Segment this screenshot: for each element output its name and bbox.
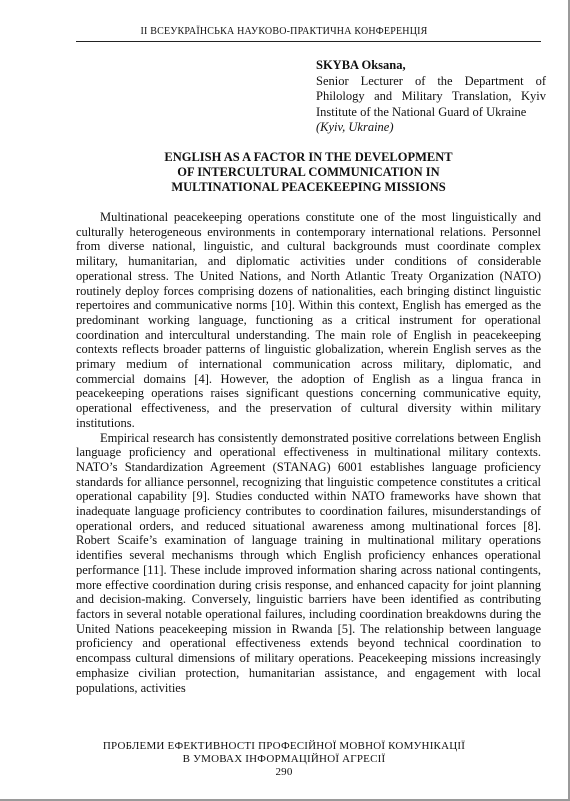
running-header: II ВСЕУКРАЇНСЬКА НАУКОВО-ПРАКТИЧНА КОНФЕРЕНЦІЯ — [140, 26, 428, 37]
header-rule — [76, 41, 541, 42]
title-line-2: OF INTERCULTURAL COMMUNICATION IN — [177, 165, 440, 179]
article-title — [76, 150, 541, 195]
footer-line-2: В УМОВАХ ІНФОРМАЦІЙНОЇ АГРЕСІЇ — [182, 753, 386, 765]
author-name: SKYBA Oksana, — [316, 58, 406, 72]
paragraph-1: Multinational peacekeeping operations constitute one of the most linguistically and culturally heterogeneous environments in contemporary international relations. Personnel from diverse national, linguistic, and cultural backgrounds must coordinate complex military, humanitarian, and diplomatic activities under conditions of considerable operational stress. The United Nations, and North Atlantic Treaty Organization (NATO) routinely deploy forces comprising dozens of nationalities, each bringing distinct linguistic repertoires and communicative norms [10]. Within this context, English has emerged as the predominant working language, functioning as a critical instrument for operational coordination and intercultural understanding. The main role of English in peacekeeping contexts reflects broader patterns of linguistic globalization, wherein English serves as the primary medium of international communication across military, diplomatic, and commercial domains [4]. However, the adoption of English as a lingua franca in peacekeeping operations raises significant questions concerning communicative equity, operational effectiveness, and the preservation of cultural diversity within military institutions. — [76, 210, 541, 430]
author-location: (Kyiv, Ukraine) — [316, 120, 394, 135]
title-line-1: ENGLISH AS A FACTOR IN THE DEVELOPMENT — [164, 150, 453, 164]
paragraph-2: Empirical research has consistently demonstrated positive correlations between English language proficiency and operational effectiveness in multinational military contexts. NATO’s Standardization Agreement (STANAG) 6001 establishes language proficiency standards for alliance personnel, recognizing that linguistic competence constitutes a critical operational capability [9]. Studies conducted within NATO frameworks have shown that inadequate language proficiency contributes to coordination failures, misunderstandings of operational orders, and reduced situational awareness among multinational forces [8]. Robert Scaife’s examination of language training in multinational military operations identifies several mechanisms through which English proficiency enhances operational performance [11]. These include improved information sharing across national contingents, more effective coordination during crisis response, and enhanced capacity for joint planning and decision-making. Conversely, linguistic barriers have been identified as contributing factors in several notable operational failures, including coordination breakdowns during the United Nations peacekeeping mission in Rwanda [5]. The relationship between language proficiency and operational effectiveness extends beyond technical coordination to encompass cultural dimensions of military operations. Peacekeeping missions increasingly emphasize civilian protection, humanitarian assistance, and engagement with local populations, activities — [76, 430, 541, 695]
author-affiliation: Senior Lecturer of the Department of Philology and Military Translation, Kyiv Institute of the National Guard of Ukraine — [316, 73, 546, 119]
page-number: 290 — [275, 766, 293, 778]
title-line-3: MULTINATIONAL PEACEKEEPING MISSIONS — [171, 180, 446, 194]
footer-line-1: ПРОБЛЕМИ ЕФЕКТИВНОСТІ ПРОФЕСІЙНОЇ МОВНОЇ КОМУНІКАЦІЇ — [102, 740, 466, 752]
article-body — [76, 210, 541, 695]
running-footer — [0, 740, 568, 779]
author-block — [316, 58, 546, 136]
